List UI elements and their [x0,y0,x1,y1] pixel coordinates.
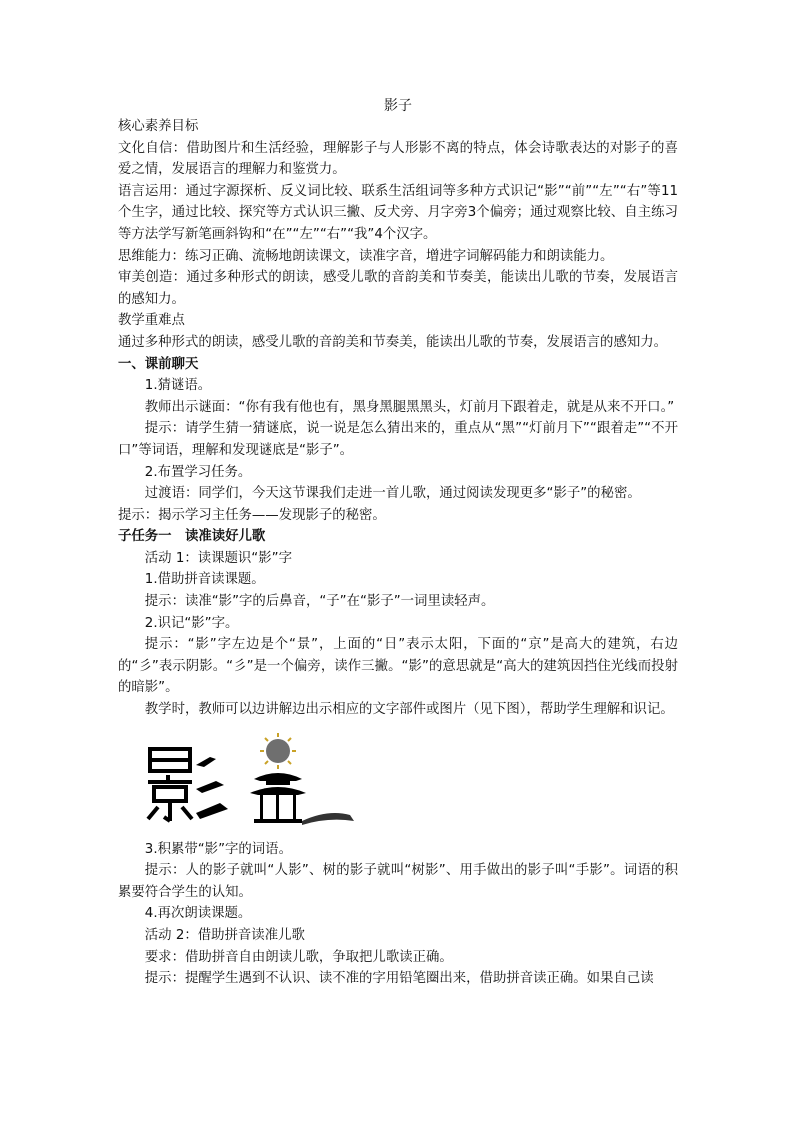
goal-culture: 文化自信：借助图片和生活经验，理解影子与人形影不离的特点，体会诗歌表达的对影子的喜爱之情，发展语言的理解力和鉴赏力。 [118,140,678,178]
s1-hint1: 提示：请学生猜一猜谜底，说一说是怎么猜出来的，重点从“黑”“灯前月下”“跟着走”“不开口”等词语，理解和发现谜底是“影子”。 [118,421,678,458]
a1-hint2: 提示：“影”字左边是个“景”，上面的“日”表示太阳，下面的“京”是高大的建筑，右边的“彡”表示阴影。“彡”是一个偏旁，读作三撇。“影”的意思就是“高大的建筑因挡住光线而投射的暗影”。 [118,637,678,696]
a1-teach: 教学时，教师可以边讲解边出示相应的文字部件或图片（见下图），帮助学生理解和识记。 [144,702,674,718]
key-text: 通过多种形式的朗读，感受儿歌的音韵美和节奏美，能读出儿歌的节奏，发展语言的感知力。 [118,334,668,350]
sun-icon [260,733,296,769]
ying-character-image [138,729,368,833]
character-illustration [118,729,678,833]
s1-hint2: 提示：揭示学习主任务——发现影子的秘密。 [118,507,386,523]
document-title: 影子 [384,98,412,114]
s1-riddle: 教师出示谜面：“你有我有他也有，黑身黑腿黑黑头，灯前月下跟着走，就是从来不开口。” [144,399,675,415]
section1-heading: 一、课前聊天 [118,356,199,372]
a1-item2: 2.识记“影”字。 [144,615,239,631]
goal-thinking: 思维能力：练习正确、流畅地朗读课文，读准字音，增进字词解码能力和朗读能力。 [118,248,614,264]
s1-item1: 1.猜谜语。 [144,378,212,394]
a1-hint1: 提示：读准“影”字的后鼻音，“子”在“影子”一词里读轻声。 [144,594,495,610]
key-heading: 教学重难点 [118,313,185,329]
document-page [118,96,678,990]
a2-hint: 提示：提醒学生遇到不认识、读不准的字用铅笔圈出来，借助拼音读正确。如果自己读 [144,971,654,987]
goal-language: 语言运用：通过字源探析、反义词比较、联系生活组词等多种方式识记“影”“前”“左”“右”等11个生字，通过比较、探究等方式认识三撇、反犬旁、月字旁3个偏旁；通过观察比较、自主练习等方法学写新笔画斜钩和“在”“左”“右”“我”4个汉字。 [118,183,678,242]
pavilion-icon [250,773,354,825]
goals-heading: 核心素养目标 [118,119,199,134]
a1-item4: 4.再次朗读课题。 [144,906,252,922]
a1-item3: 3.积累带“影”字的词语。 [144,841,292,857]
a2-requirement: 要求：借助拼音自由朗读儿歌，争取把儿歌读正确。 [144,949,453,965]
a1-hint3: 提示：人的影子就叫“人影”、树的影子就叫“树影”、用手做出的影子叫“手影”。词语的积累要符合学生的认知。 [118,863,678,900]
s1-item2: 2.布置学习任务。 [144,464,252,480]
s1-transition: 过渡语：同学们，今天这节课我们走进一首儿歌，通过阅读发现更多“影子”的秘密。 [144,486,641,502]
activity1-heading: 活动 1：读课题识“影”字 [144,550,292,566]
goal-aesthetic: 审美创造：通过多种形式的朗读，感受儿歌的音韵美和节奏美，能读出儿歌的节奏，发展语言的感知力。 [118,270,678,307]
activity2-heading: 活动 2：借助拼音读准儿歌 [144,928,305,943]
a1-item1: 1.借助拼音读课题。 [144,572,265,588]
subtask1-heading: 子任务一 读准读好儿歌 [118,529,266,545]
